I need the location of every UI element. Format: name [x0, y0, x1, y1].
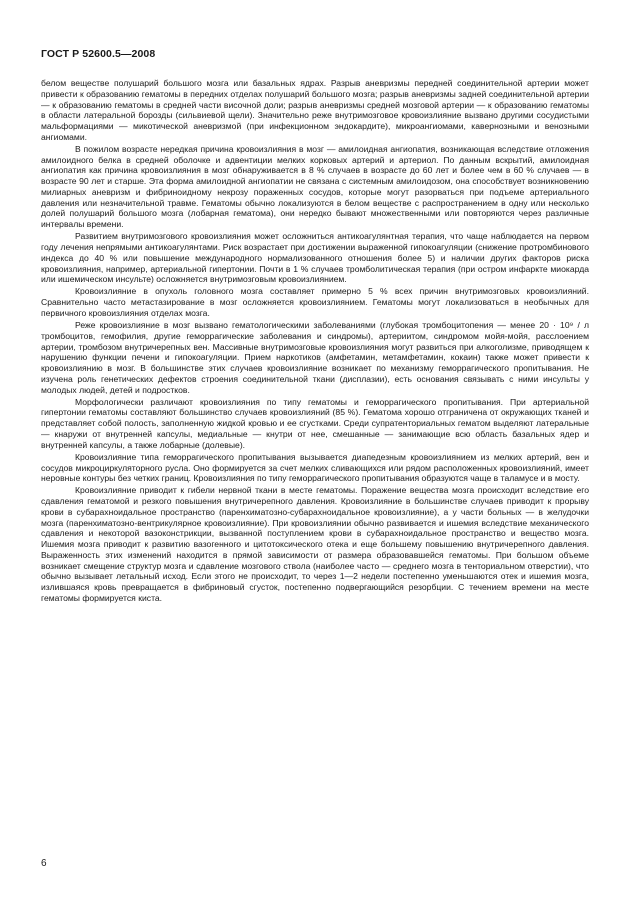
document-body	[41, 78, 589, 605]
document-standard-header: ГОСТ Р 52600.5—2008	[41, 48, 156, 60]
paragraph-continuation: белом веществе полушарий большого мозга или базальных ядрах. Разрыв аневризмы передней соединительной артерии может привести к образованию гематомы в передних отделах полушарий большого мозга; разрыв аневризмы задней соединительной артерии — к образованию гематомы в средней части височной доли; разрыв аневризмы средней мозговой артерии — к образованию гематомы в области латеральной борозды (сильвиевой щели). Значительно реже внутримозговое кровоизлияние вызвано другими сосудистыми мальформациями — микотической аневризмой (при инфекционном эндокардите), микроангиомами, кавернозными и венозными ангиомами.	[41, 78, 589, 142]
paragraph: Кровоизлияние в опухоль головного мозга составляет примерно 5 % всех причин внутримозговых кровоизлияний. Сравнительно часто метастазирование в мозг осложняется кровоизлиянием. Гематомы могут локализоваться в необычных для первичного кровоизлияния отделах мозга.	[41, 286, 589, 318]
paragraph: Развитием внутримозгового кровоизлияния может осложниться антикоагулянтная терапия, что чаще наблюдается на первом году лечения непрямыми антикоагулянтами. Риск возрастает при достижении выраженной гипокоагуляции (снижение протромбинового индекса до 40 % или повышение международного нормализованного отношения более 5) и наличии других факторов риска кровоизлияния, например, артериальной гипертонии. Почти в 1 % случаев тромболитическая терапия (при остром инфаркте миокарда или ишемическом инсульте) осложняется внутримозговым кровоизлиянием.	[41, 231, 589, 285]
paragraph: В пожилом возрасте нередкая причина кровоизлияния в мозг — амилоидная ангиопатия, возникающая вследствие отложения амилоидного белка в средней оболочке и адвентиции мелких корковых артерий и артериол. По данным вскрытий, амилоидная ангиопатия как причина кровоизлияния в мозг обнаруживается в 8 % случаев в возрасте до 60 лет и более чем в 60 % случаев — в возрасте 90 лет и старше. Эта форма амилоидной ангиопатии не связана с системным амилоидозом, она способствует возникновению милиарных аневризм и фибриноидному некрозу пораженных сосудов, которые могут разорваться при подъеме артериального давления или незначительной травме. Гематомы обычно локализуются в белом веществе с распространением в одну или несколько долей полушарий большого мозга (лобарная гематома), они нередко бывают множественными или повторяются через различные интервалы времени.	[41, 143, 589, 230]
paragraph: Реже кровоизлияние в мозг вызвано гематологическими заболеваниями (глубокая тромбоцитопения — менее 20 · 10⁹ / л тромбоцитов, гемофилия, другие геморрагические заболевания и синдромы), артериитом, синдромом мойя-мойя, расслоением артерии, тромбозом внутричерепных вен. Массивные внутримозговые кровоизлияния могут развиться при алкоголизме, приводящем к нарушению функции печени и гипокоагуляции. Прием наркотиков (амфетамин, метамфетамин, кокаин) также может привести к кровоизлиянию в мозг. В большинстве этих случаев кровоизлияние возникает по механизму геморрагического пропитывания. Не изучена роль генетических дефектов строения соединительной ткани (дисплазии), есть основания связывать с ними инсульты у молодых людей, детей и подростков.	[41, 320, 589, 395]
paragraph: Кровоизлияние приводит к гибели нервной ткани в месте гематомы. Поражение вещества мозга происходит вследствие его сдавления гематомой и резкого повышения внутричерепного давления. Кровоизлияние в большинстве случаев приводит к прорыву крови в субарахноидальное пространство (паренхиматозно-субарахноидальное кровоизлияние), а у части больных — в желудочки мозга (паренхиматозно-вентрикулярное кровоизлияние). При кровоизлиянии обычно развивается и ишемия вследствие механического сдавления и некоторой вазоконстрикции, вызванной поступлением крови в субарахноидальное пространство и вещество мозга. Ишемия мозга приводит к развитию вазогенного и цитотоксического отека и еще большему повышению внутричерепного давления. Выраженность этих изменений находится в прямой зависимости от размера образовавшейся гематомы. При большом объеме возникает смещение структур мозга и сдавление мозгового ствола (наиболее часто — среднего мозга в тенториальном отверстии), что обычно вызывает летальный исход. Если этого не происходит, то через 1—2 недели постепенно уменьшаются отек и ишемия мозга, излившаяся кровь превращается в фибриновый сгусток, постепенно подвергающийся резорбции. С течением времени на месте гематомы формируется киста.	[41, 485, 589, 603]
paragraph: Морфологически различают кровоизлияния по типу гематомы и геморрагического пропитывания. При артериальной гипертонии гематомы составляют большинство случаев кровоизлияний (85 %). Гематома хорошо отграничена от окружающих тканей и представляет собой полость, заполненную жидкой кровью и ее сгустками. Среди супратенториальных гематом выделяют латеральные — кнаружи от внутренней капсулы, медиальные — кнутри от нее, смешанные — занимающие всю область базальных ядер и внутренней капсулы, а также лобарные (долевые).	[41, 396, 589, 450]
page-number: 6	[41, 858, 47, 869]
paragraph: Кровоизлияние типа геморрагического пропитывания вызывается диапедезным кровоизлиянием из мелких артерий, вен и сосудов микроциркуляторного русла. Оно формируется за счет мелких сливающихся или рядом расположенных кровоизлияний, имеет неровные контуры без четких границ. Кровоизлияния по типу геморрагического пропитывания образуются чаще в таламусе и в мосту.	[41, 451, 589, 484]
